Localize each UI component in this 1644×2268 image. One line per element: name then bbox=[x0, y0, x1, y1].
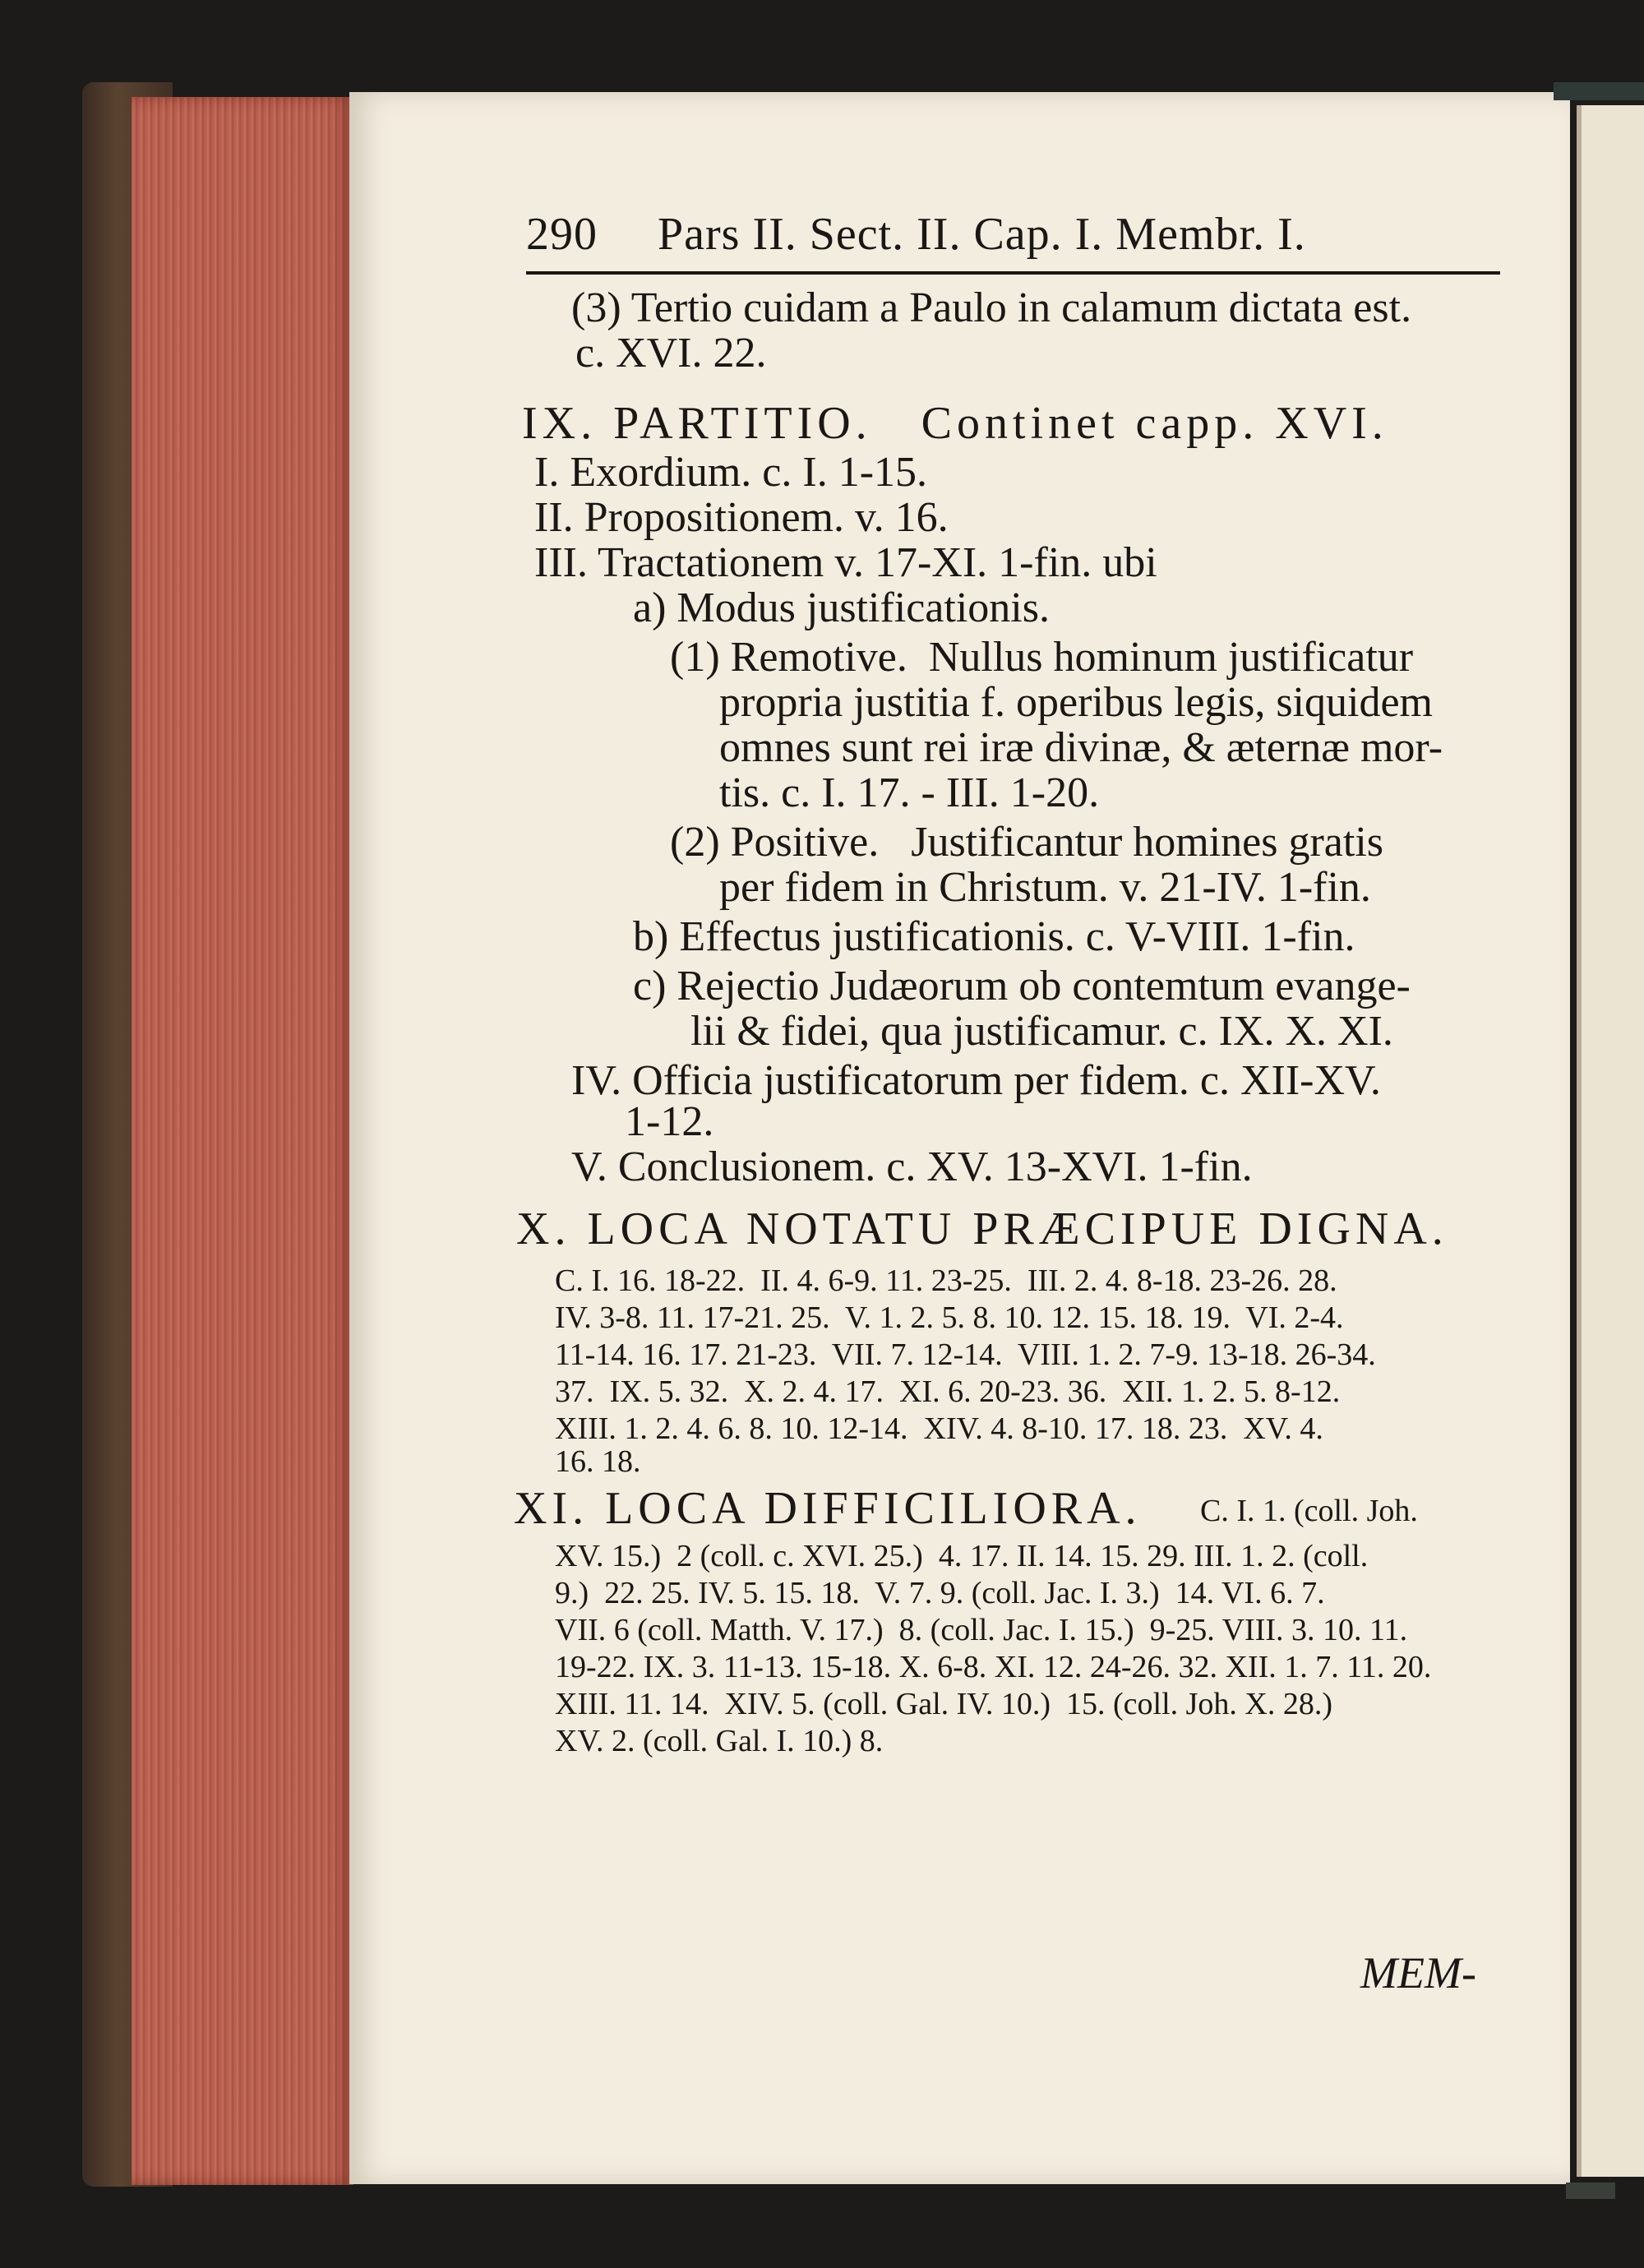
ix-item-3a2-line2: per fidem in Christum. v. 21-IV. 1-fin. bbox=[719, 864, 1371, 911]
ix-item-1: I. Exordium. c. I. 1-15. bbox=[534, 449, 928, 496]
x-line-2: IV. 3-8. 11. 17-21. 25. V. 1. 2. 5. 8. 10. 12. 15. 18. 19. VI. 2-4. bbox=[555, 1300, 1344, 1335]
x-line-4: 37. IX. 5. 32. X. 2. 4. 17. XI. 6. 20-23. 36. XII. 1. 2. 5. 8-12. bbox=[555, 1374, 1341, 1409]
xi-line-6: XV. 2. (coll. Gal. I. 10.) 8. bbox=[555, 1724, 884, 1758]
catchword: MEM- bbox=[1360, 1948, 1476, 1998]
ix-item-3a: a) Modus justificationis. bbox=[633, 584, 1050, 631]
ix-item-3a1-line3: omnes sunt rei iræ divinæ, & æternæ mor- bbox=[719, 724, 1443, 771]
x-line-6: 16. 18. bbox=[555, 1444, 641, 1479]
x-line-1: C. I. 16. 18-22. II. 4. 6-9. 11. 23-25. III. 2. 4. 8-18. 23-26. 28. bbox=[555, 1263, 1337, 1298]
page-number: 290 bbox=[526, 209, 598, 260]
xi-heading-tail: C. I. 1. (coll. Joh. bbox=[1200, 1494, 1418, 1528]
xi-line-5: XIII. 11. 14. XIV. 5. (coll. Gal. IV. 10.) 15. (coll. Joh. X. 28.) bbox=[555, 1687, 1333, 1721]
ix-item-3a1-line4: tis. c. I. 17. - III. 1-20. bbox=[719, 769, 1100, 816]
header-rule bbox=[526, 271, 1500, 275]
section-x-heading: X. LOCA NOTATU PRÆCIPUE DIGNA. bbox=[516, 1203, 1448, 1254]
note-3-line2: c. XVI. 22. bbox=[575, 330, 767, 376]
ix-item-3a1-line1: (1) Remotive. Nullus hominum justificatur bbox=[670, 634, 1414, 681]
note-3-line1: (3) Tertio cuidam a Paulo in calamum dictata est. bbox=[571, 284, 1412, 331]
running-title: Pars II. Sect. II. Cap. I. Membr. I. bbox=[658, 209, 1306, 260]
xi-line-2: 9.) 22. 25. IV. 5. 15. 18. V. 7. 9. (coll. Jac. I. 3.) 14. VI. 6. 7. bbox=[555, 1576, 1325, 1610]
ix-item-3a2-line1: (2) Positive. Justificantur homines gratis bbox=[670, 819, 1384, 866]
ix-item-3c-line1: c) Rejectio Judæorum ob contemtum evange- bbox=[633, 963, 1411, 1009]
ix-item-3c-line2: lii & fidei, qua justificamur. c. IX. X. XI. bbox=[690, 1008, 1393, 1055]
x-line-5: XIII. 1. 2. 4. 6. 8. 10. 12-14. XIV. 4. 8-10. 17. 18. 23. XV. 4. bbox=[555, 1411, 1323, 1446]
ix-item-3b: b) Effectus justificationis. c. V-VIII. 1-fin. bbox=[633, 913, 1355, 960]
ix-item-3a1-line2: propria justitia f. operibus legis, siquidem bbox=[719, 679, 1433, 726]
ix-item-5: V. Conclusionem. c. XV. 13-XVI. 1-fin. bbox=[571, 1143, 1253, 1190]
ix-item-2: II. Propositionem. v. 16. bbox=[534, 494, 949, 541]
section-ix-heading: IX. PARTITIO. Continet capp. XVI. bbox=[522, 398, 1388, 449]
section-xi-heading: XI. LOCA DIFFICILIORA. bbox=[514, 1483, 1142, 1534]
ix-item-3: III. Tractationem v. 17-XI. 1-fin. ubi bbox=[534, 539, 1157, 586]
xi-line-3: VII. 6 (coll. Matth. V. 17.) 8. (coll. Jac. I. 15.) 9-25. VIII. 3. 10. 11. bbox=[555, 1613, 1408, 1647]
ix-item-4-line2: 1-12. bbox=[625, 1098, 714, 1145]
xi-line-1: XV. 15.) 2 (coll. c. XVI. 25.) 4. 17. II. 14. 15. 29. III. 1. 2. (coll. bbox=[555, 1539, 1369, 1573]
xi-line-4: 19-22. IX. 3. 11-13. 15-18. X. 6-8. XI. 12. 24-26. 32. XII. 1. 7. 11. 20. bbox=[555, 1650, 1432, 1684]
x-line-3: 11-14. 16. 17. 21-23. VII. 7. 12-14. VIII. 1. 2. 7-9. 13-18. 26-34. bbox=[555, 1337, 1376, 1372]
ix-item-4-line1: IV. Officia justificatorum per fidem. c. XII-XV. bbox=[571, 1057, 1381, 1104]
